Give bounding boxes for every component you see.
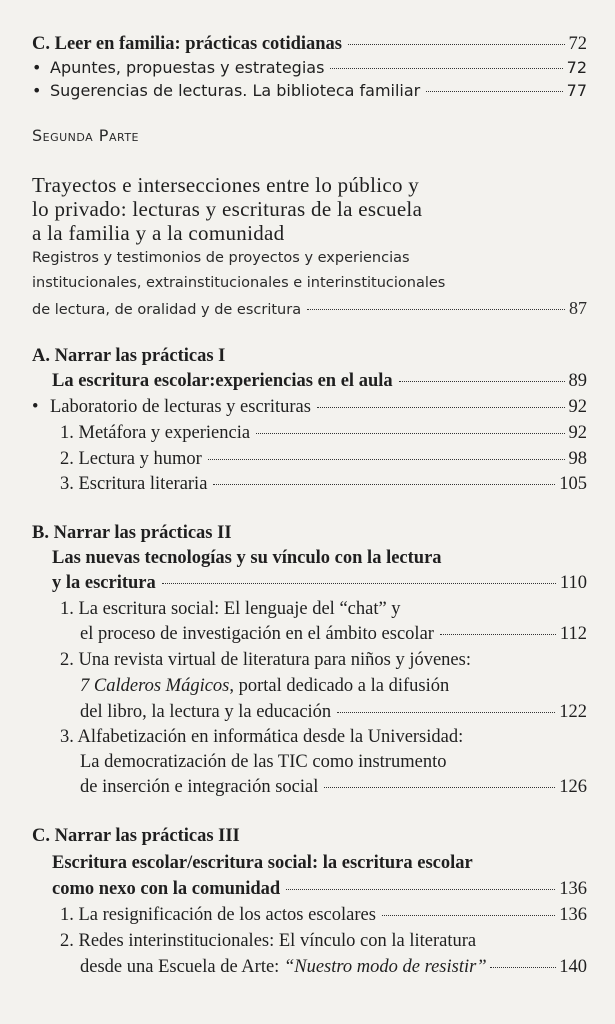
page-number: 136: [559, 905, 587, 925]
toc-entry-text: 2. Redes interinstitucionales: El vínculo con la literatura: [60, 931, 477, 951]
dot-leader: [330, 68, 562, 69]
dot-leader: [256, 433, 564, 434]
quoted-title-italic: “Nuestro modo de resistir”: [283, 957, 487, 977]
toc-entry-redes-cont: [80, 955, 587, 979]
part-subtitle-line: [32, 246, 587, 270]
toc-entry-apuntes: [32, 56, 587, 80]
toc-entry-text: Apuntes, propuestas y estrategias: [50, 58, 325, 77]
toc-entry-lectura-humor: [60, 447, 587, 471]
toc-entry-revista-virtual: [60, 648, 587, 672]
page-number: 110: [559, 573, 587, 593]
page-number: 87: [569, 298, 587, 318]
toc-entry-resignificacion: [60, 903, 587, 927]
toc-entry-title: La escritura escolar:experiencias en el aula: [52, 371, 393, 391]
toc-entry-escritura-escolar-social: [52, 851, 587, 875]
bullet-marker: •: [32, 397, 39, 417]
toc-entry-escritura-social: [60, 597, 587, 621]
page-number: 92: [568, 397, 587, 417]
page-number: 77: [566, 81, 587, 100]
dot-leader: [324, 787, 555, 788]
toc-entry-text: el proceso de investigación en el ámbito escolar: [80, 624, 434, 644]
toc-entry-alfabetizacion: [60, 725, 587, 749]
dot-leader: [213, 484, 555, 485]
toc-entry-revista-virtual-cont: [80, 674, 587, 698]
toc-entry-text: 1. La escritura social: El lenguaje del “chat” y: [60, 599, 401, 619]
toc-entry-text: 1. Metáfora y experiencia: [60, 423, 251, 443]
toc-entry-text: , portal dedicado a la difusión: [229, 676, 450, 696]
part-subtitle-line-last: [32, 296, 587, 322]
toc-entry-text: 2. Una revista virtual de literatura para niños y jóvenes:: [60, 650, 471, 670]
toc-entry-text: 1. La resignificación de los actos escolares: [60, 905, 376, 925]
toc-entry-text: del libro, la lectura y la educación: [80, 702, 332, 722]
toc-entry-text: desde una Escuela de Arte:: [80, 957, 284, 977]
page-number: 92: [568, 423, 587, 443]
section-heading-a: A. Narrar las prácticas I: [32, 346, 226, 366]
toc-entry-nuevas-tecnologias: [52, 546, 587, 570]
page-number: 136: [559, 879, 587, 899]
toc-entry-text: Laboratorio de lecturas y escrituras: [50, 397, 311, 417]
toc-entry-text: 3. Alfabetización en informática desde la Universidad:: [60, 727, 464, 747]
toc-entry-sugerencias: [32, 79, 587, 103]
dot-leader: [337, 712, 555, 713]
dot-leader: [382, 915, 555, 916]
subtitle-text: de lectura, de oralidad y de escritura: [32, 302, 302, 318]
toc-entry-text: Sugerencias de lecturas. La biblioteca familiar: [50, 81, 421, 100]
toc-entry-escritura-literaria: [60, 472, 587, 496]
section-heading-b: B. Narrar las prácticas II: [32, 523, 232, 543]
page-number: 98: [568, 449, 587, 469]
dot-leader: [317, 407, 565, 408]
toc-entry-text: 3. Escritura literaria: [60, 474, 208, 494]
toc-entry-escritura-social-cont: [80, 622, 587, 646]
page-number: 72: [568, 34, 587, 54]
dot-leader: [286, 889, 555, 890]
dot-leader: [307, 309, 565, 310]
toc-entry-revista-virtual-end: [80, 700, 587, 724]
toc-entry-escritura-escolar-social-cont: [52, 877, 587, 901]
toc-entry-metafora: [60, 421, 587, 445]
page-number: 105: [559, 474, 587, 494]
dot-leader: [348, 44, 564, 45]
dot-leader: [162, 583, 556, 584]
page-number: 126: [559, 777, 587, 797]
part-title-line: a la familia y a la comunidad: [32, 221, 285, 245]
part-title-line: Trayectos e intersecciones entre lo público y: [32, 173, 420, 197]
dot-leader: [426, 91, 562, 92]
toc-entry-leer-en-familia: [32, 32, 587, 56]
toc-entry-title: Escritura escolar/escritura social: la escritura escolar: [52, 853, 473, 873]
toc-entry-title: Las nuevas tecnologías y su vínculo con la lectura: [52, 548, 442, 568]
dot-leader: [440, 634, 556, 635]
book-title-italic: 7 Calderos Mágicos: [80, 676, 230, 696]
toc-entry-alfabetizacion-cont: [80, 750, 587, 774]
dot-leader: [208, 459, 565, 460]
section-heading-c: C. Narrar las prácticas III: [32, 826, 240, 846]
toc-entry-laboratorio: [32, 395, 587, 419]
page-number: 140: [559, 957, 587, 977]
toc-entry-text: 2. Lectura y humor: [60, 449, 202, 469]
page-number: 112: [559, 624, 587, 644]
dot-leader: [399, 381, 565, 382]
dot-leader: [490, 967, 557, 968]
part-label: Segunda Parte: [32, 126, 139, 145]
toc-entry-title: como nexo con la comunidad: [52, 879, 281, 899]
toc-entry-text: de inserción e integración social: [80, 777, 319, 797]
bullet-marker: •: [32, 81, 42, 100]
toc-entry-text: La democratización de las TIC como instrumento: [80, 752, 447, 772]
toc-entry-title: C. Leer en familia: prácticas cotidianas: [32, 34, 343, 54]
toc-entry-redes: [60, 929, 587, 953]
toc-entry-title: y la escritura: [52, 573, 156, 593]
page-number: 122: [559, 702, 587, 722]
part-title-line: lo privado: lecturas y escrituras de la escuela: [32, 197, 423, 221]
part-subtitle-line: [32, 271, 587, 295]
subtitle-text: Registros y testimonios de proyectos y experiencias: [32, 250, 410, 266]
subtitle-text: institucionales, extrainstitucionales e interinstitucionales: [32, 275, 446, 291]
toc-entry-nuevas-tecnologias-cont: [52, 571, 587, 595]
toc-entry-escritura-escolar: [52, 369, 587, 393]
bullet-marker: •: [32, 58, 42, 77]
toc-entry-alfabetizacion-end: [80, 775, 587, 799]
page-number: 89: [568, 371, 587, 391]
page-number: 72: [566, 58, 587, 77]
